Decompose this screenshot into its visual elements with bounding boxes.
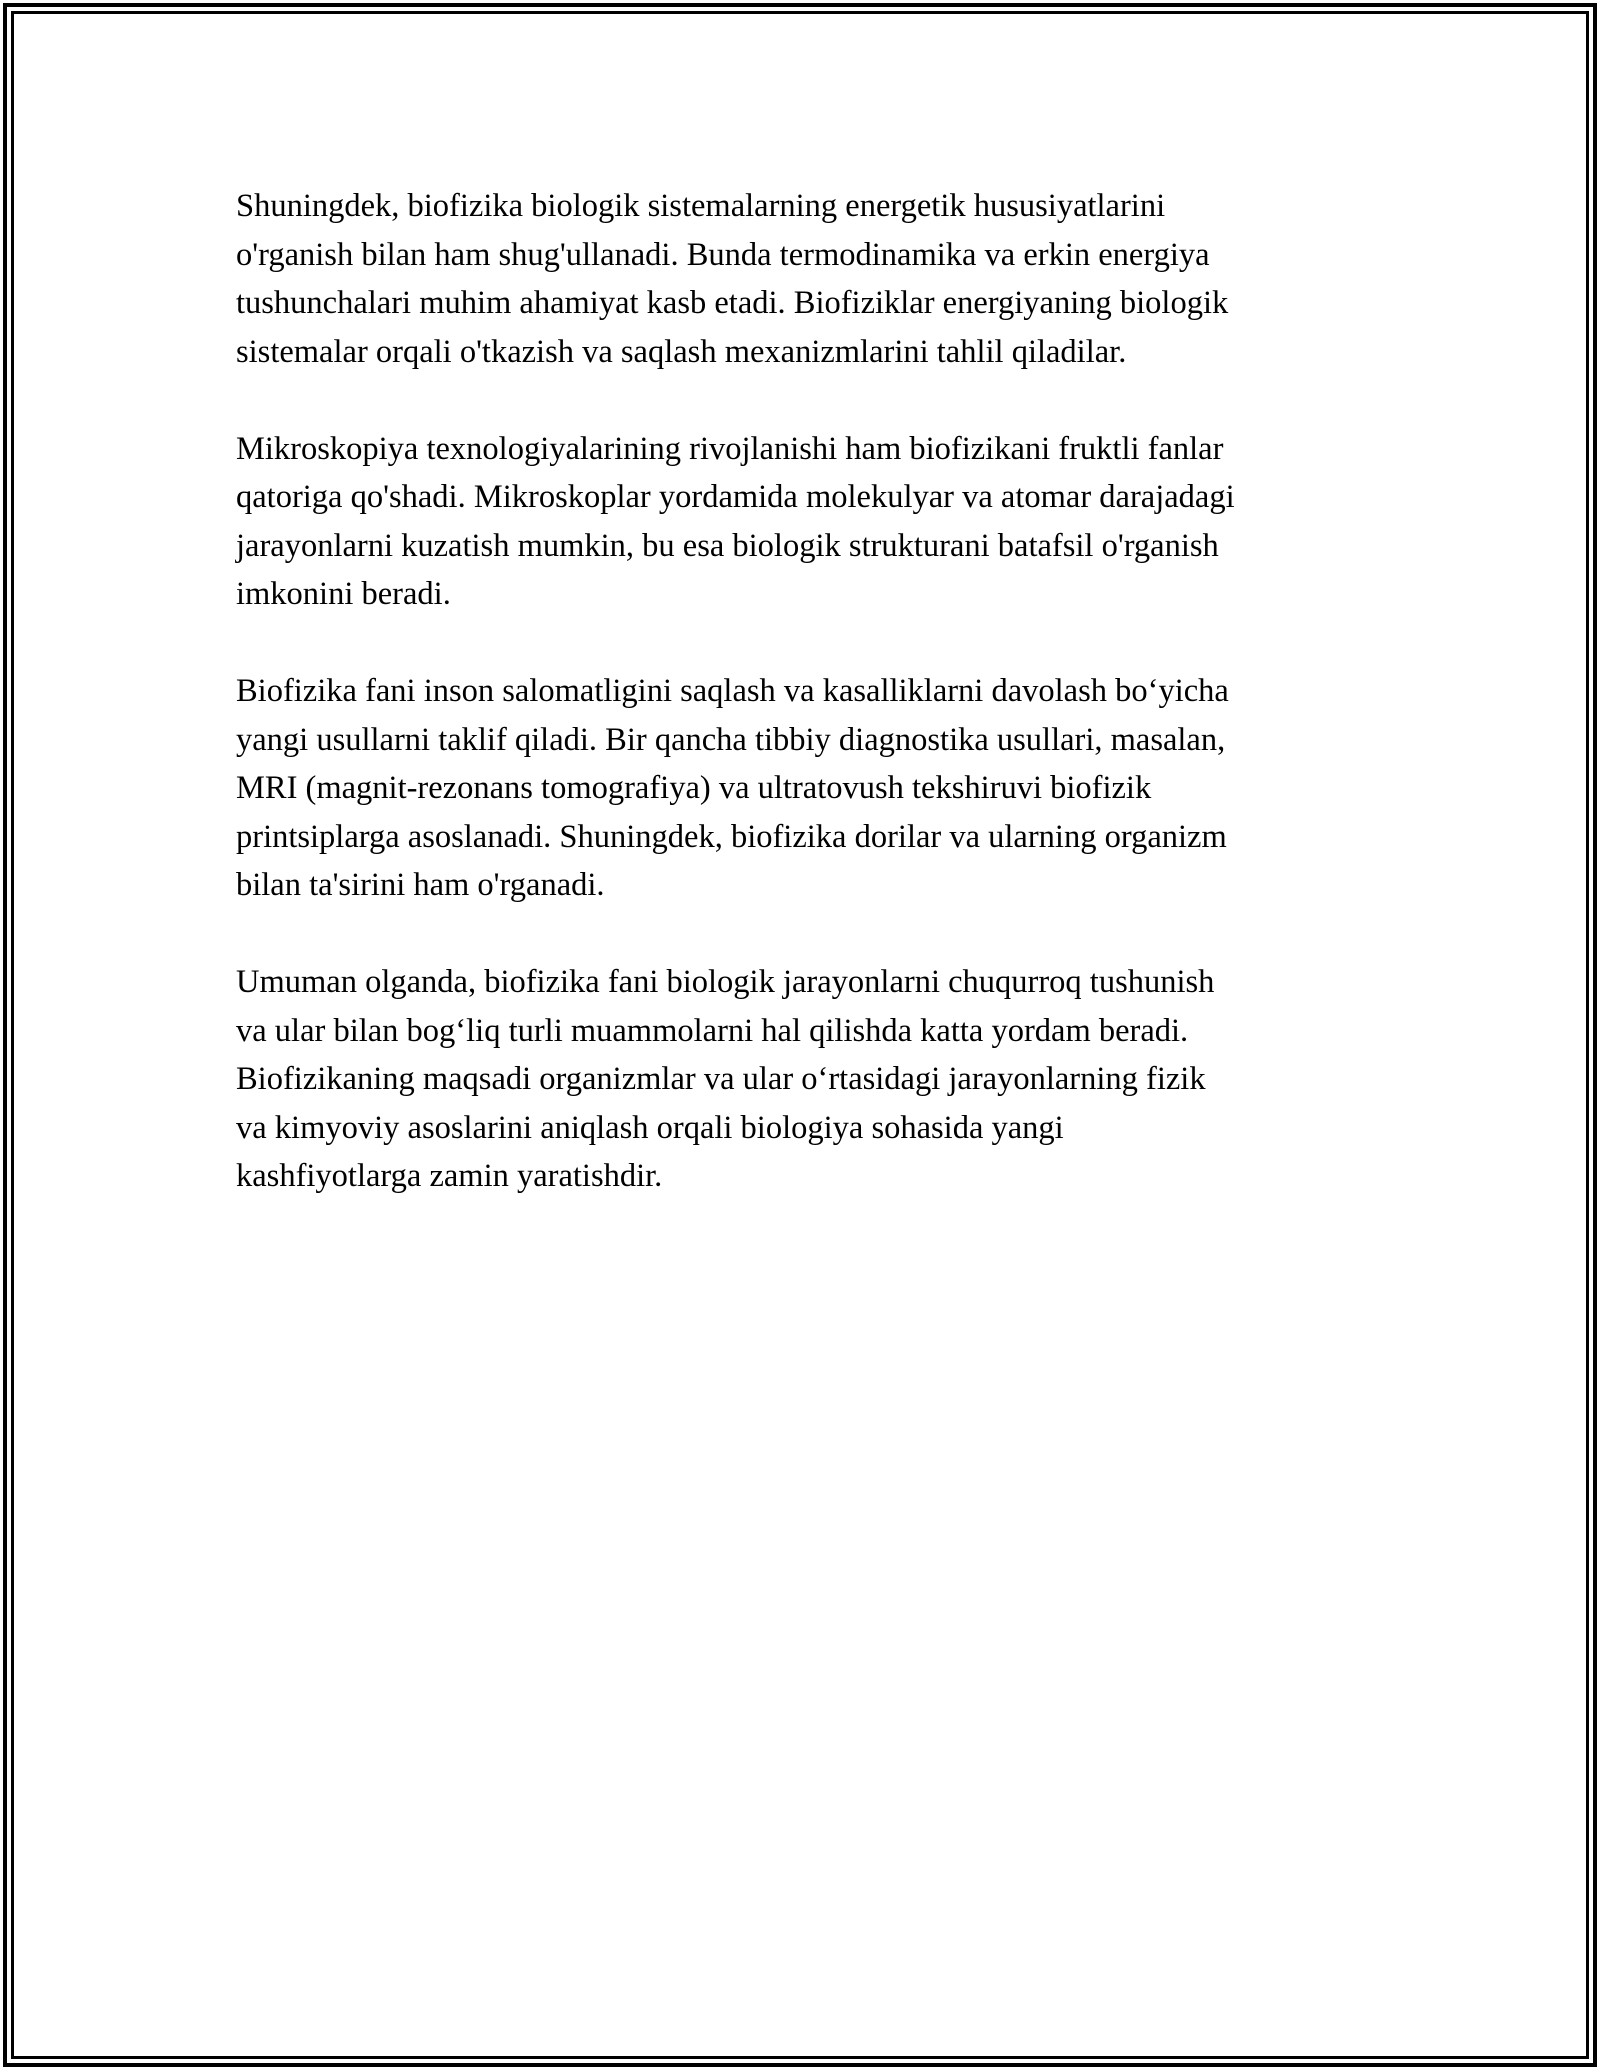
document-body <box>236 182 1366 1249</box>
paragraph-microscopy: Mikroskopiya texnologiyalarining rivojlanishi ham biofizikani fruktli fanlar qatoriga qo'shadi. Mikroskoplar yordamida molekulyar va atomar darajadagi jarayonlarni kuzatish mumkin, bu esa biologik strukturani batafsil o'rganish imkonini beradi. <box>236 430 1235 612</box>
paragraph-conclusion: Umuman olganda, biofizika fani biologik jarayonlarni chuqurroq tushunish va ular bilan bog‘liq turli muammolarni hal qilishda katta yordam beradi. Biofizikaning maqsadi organizmlar va ular o‘rtasidagi jarayonlarning fizik va kimyoviy asoslarini aniqlash orqali biologiya sohasida yangi kashfiyotlarga zamin yaratishdir. <box>236 964 1215 1194</box>
paragraph-energetics: Shuningdek, biofizika biologik sistemalarning energetik hususiyatlarini o'rganish bilan ham shug'ullanadi. Bunda termodinamika va erkin energiya tushunchalari muhim ahamiyat kasb etadi. Biofiziklar energiyaning biologik sistemalar orqali o'tkazish va saqlash mexanizmlarini tahlil qiladilar. <box>236 188 1229 370</box>
paragraph-health: Biofizika fani inson salomatligini saqlash va kasalliklarni davolash bo‘yicha yangi usullarni taklif qiladi. Bir qancha tibbiy diagnostika usullari, masalan, MRI (magnit-rezonans tomografiya) va ultratovush tekshiruvi biofizik printsiplarga asoslanadi. Shuningdek, biofizika dorilar va ularning organizm bilan ta'sirini ham o'rganadi. <box>236 673 1229 903</box>
